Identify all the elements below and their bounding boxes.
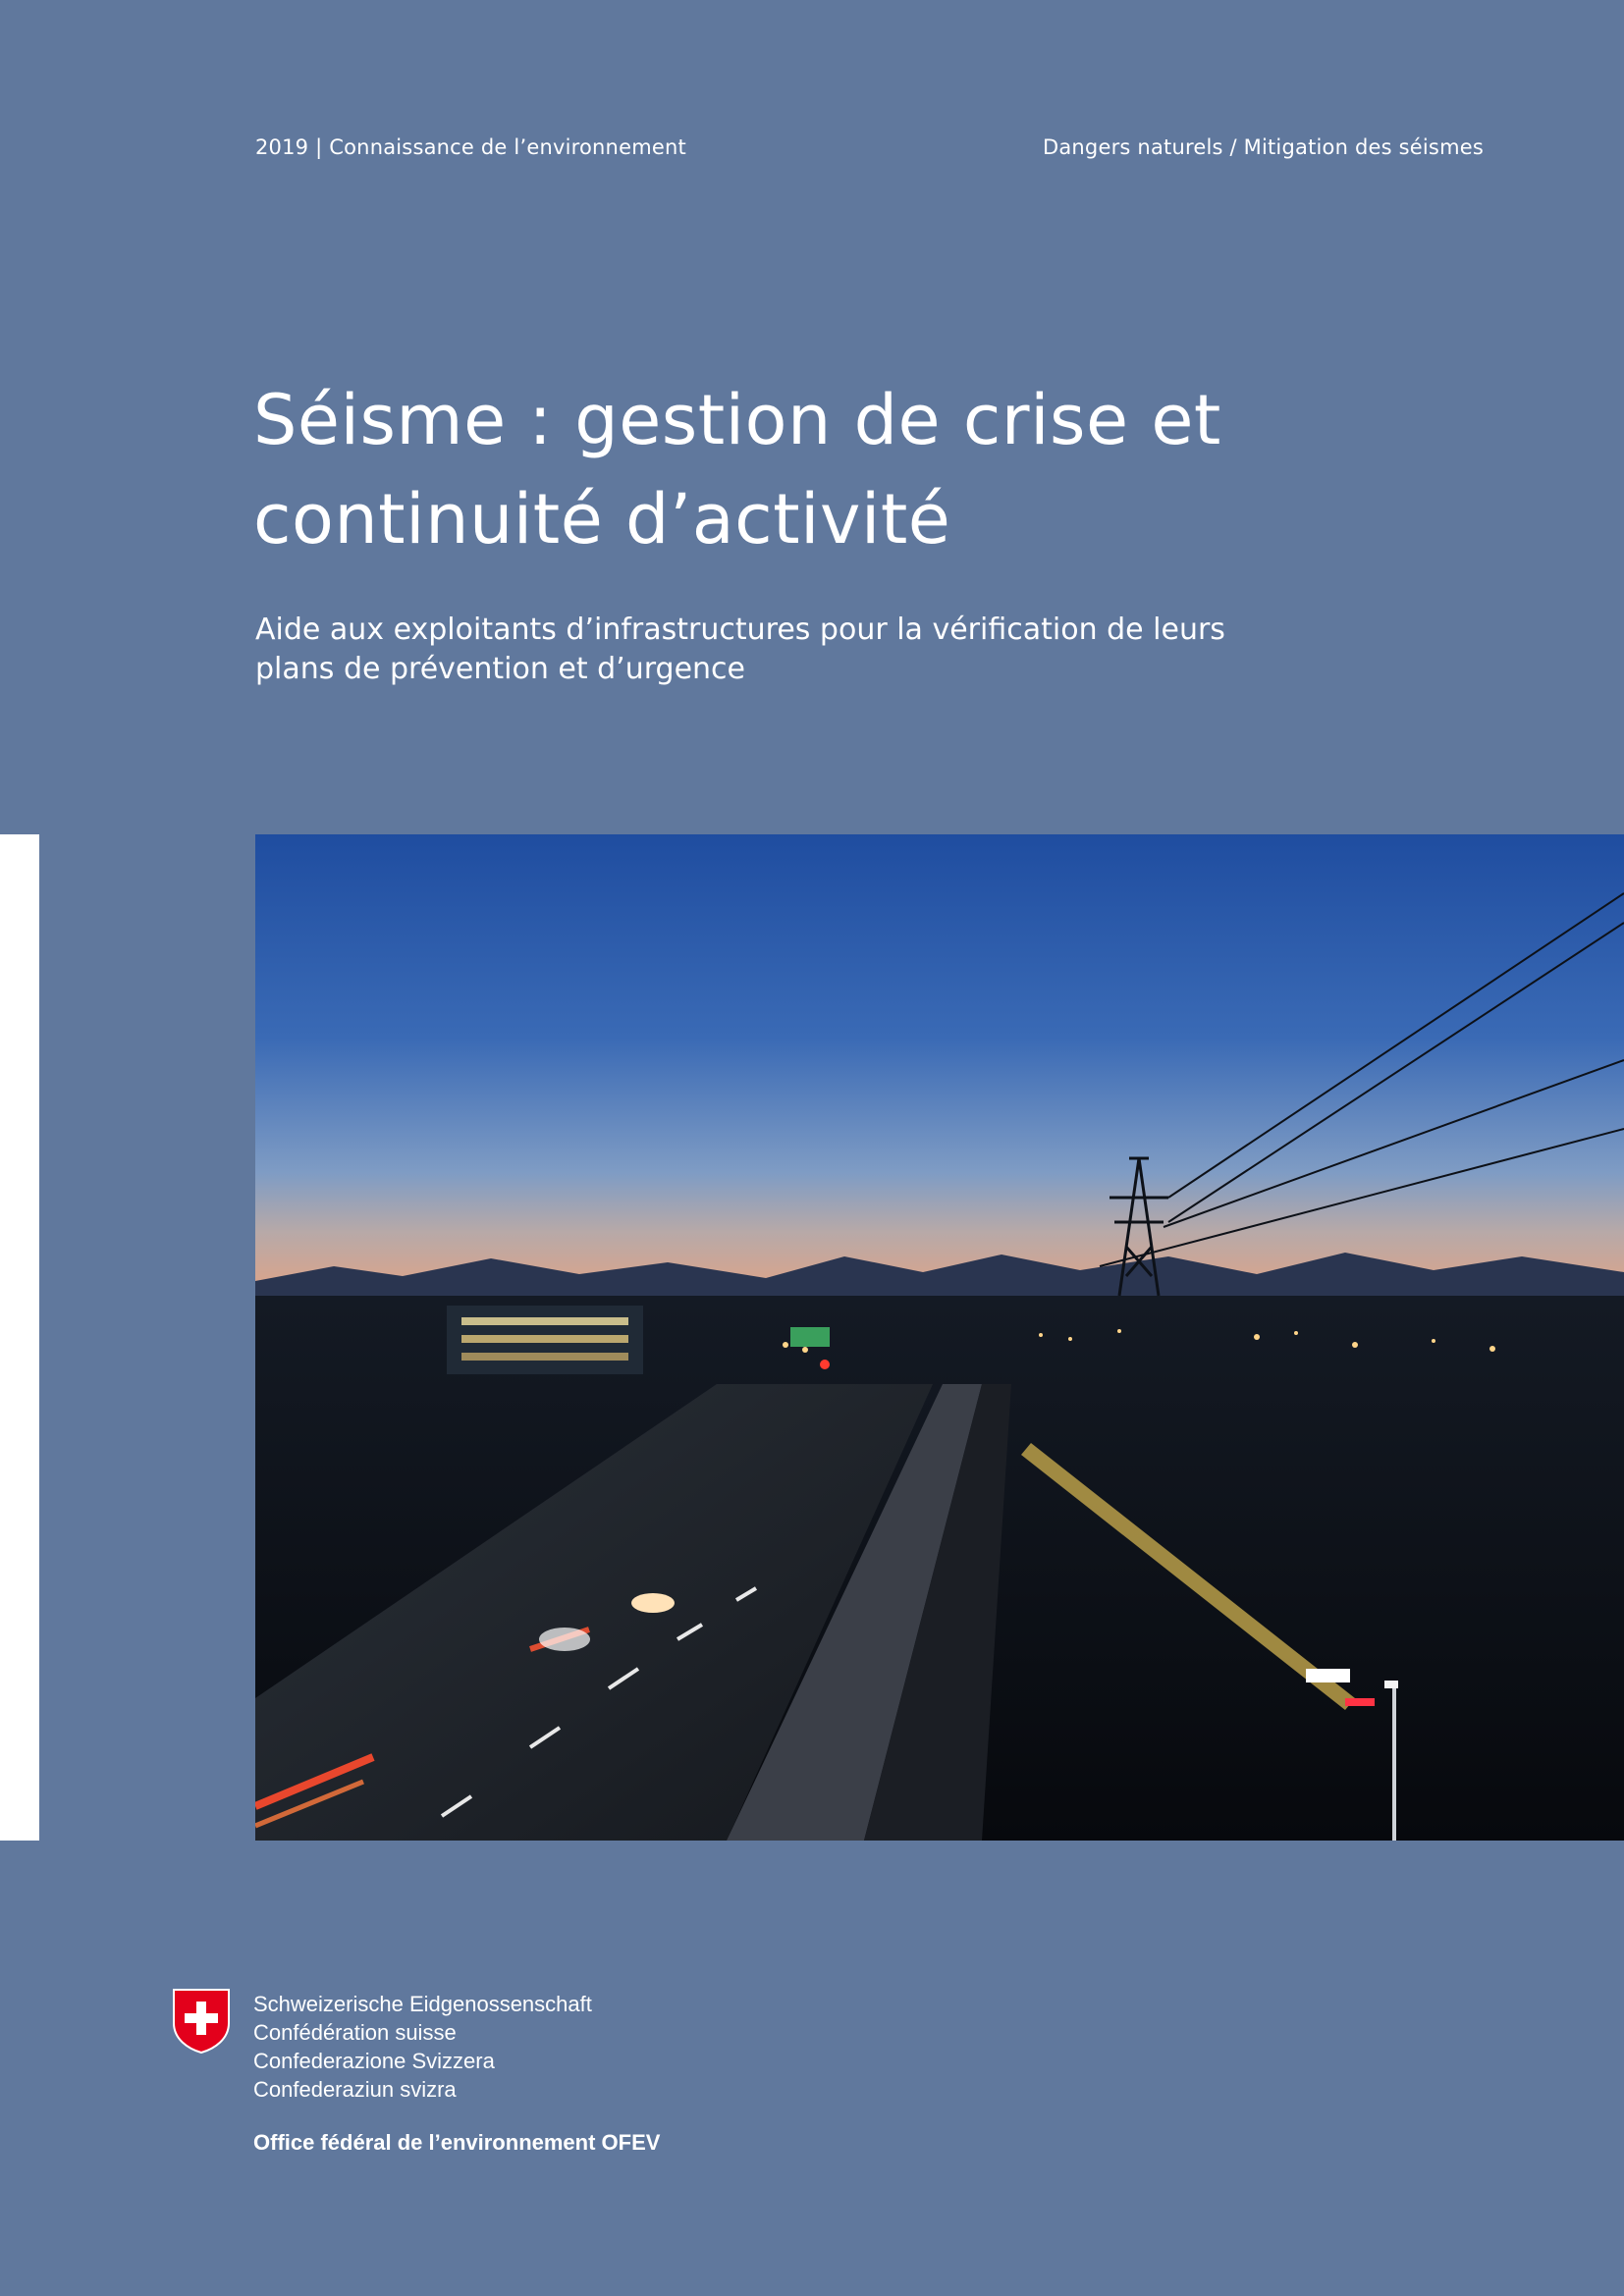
title-line: continuité d’activité [253,479,951,560]
subtitle-line: Aide aux exploitants d’infrastructures pour la vérification de leurs [255,613,1225,647]
swiss-coat-of-arms-icon [172,1988,231,2055]
side-accent-bar [0,834,39,1841]
confederation-name-line: Confederazione Svizzera [253,2049,495,2073]
confederation-name-line: Confédération suisse [253,2020,457,2045]
confederation-names [253,1990,744,2104]
confederation-name-line: Confederaziun svizra [253,2077,457,2102]
document-title [253,371,1333,569]
cover-photo [255,834,1624,1841]
document-subtitle [255,611,1237,689]
office-name: Office fédéral de l’environnement OFEV [253,2130,661,2155]
confederation-name-line: Schweizerische Eidgenossenschaft [253,1992,592,2016]
subtitle-line: plans de prévention et d’urgence [255,652,745,686]
title-line: Séisme : gestion de crise et [253,380,1221,460]
topic-label: Dangers naturels / Mitigation des séismes [1042,135,1484,159]
series-label: 2019 | Connaissance de l’environnement [255,135,686,159]
